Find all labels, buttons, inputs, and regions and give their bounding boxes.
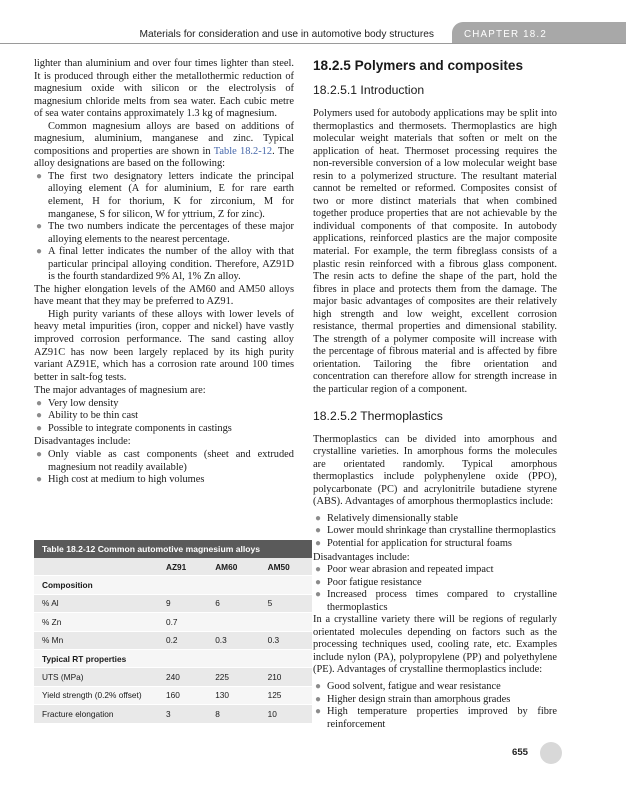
- bullet-icon: ●: [36, 410, 43, 422]
- paragraph: Disadvantages include:: [313, 551, 410, 563]
- table-cell: 10: [260, 705, 312, 723]
- bullet-icon: ●: [36, 246, 43, 258]
- paragraph: Disadvantages include:: [34, 436, 131, 448]
- table-cell: 210: [260, 668, 312, 686]
- subsection-heading: 18.2.5.2 Thermoplastics: [313, 408, 443, 423]
- table-section-label: Composition: [34, 576, 158, 594]
- list-item-text: Possible to integrate components in castings: [48, 422, 232, 434]
- running-title: Materials for consideration and use in automotive body structures: [139, 29, 434, 40]
- paragraph: In a crystalline variety there will be regions of regularly orientated molecules depending on factors such as the processing techniques used, cooling rate, etc. Examples include nylon (PA), polypropylene (PP) and polyethylene (PE). Advantages of crystalline thermoplastics include:: [313, 614, 557, 676]
- bullet-icon: ●: [36, 422, 43, 434]
- amorphous-advantages-list: [313, 513, 557, 551]
- bullet-icon: ●: [315, 680, 322, 692]
- table-row-label: % Mn: [34, 631, 158, 649]
- spacer: [313, 397, 557, 409]
- paragraph: Polymers used for autobody applications may be split into thermoplastics and thermosets. Thermoplastics are high molecular weight materials that soften or melt on the application of heat. Thermoset processing requires the non-reversible conversion of a low molecular weight base resin to a polymerized structure. The resultant material cannot be remelted or reformed. Composites consist of two or more distinct materials that when combined together produce properties that are not achievable by the individual components of that composite. In autobody applications, reinforced plastics are the major composite material. For example, the term fibreglass consists of a plastic resin reinforced with a fibrous glass component. The resin acts to define the shape of the part, hold the fibres in place and protects them from the damage. The major basic advantages of composites are their relatively high strength and low weight, excellent corrosion resistance, thermal properties and dimensional stability. The strength of a polymer composite will increase with the percentage of fibrous material and is affected by fibre orientation. Tailoring the fibre orientation and concentration can therefore allow for strength increase in the particular region of a component.: [313, 108, 557, 396]
- table-reference-link[interactable]: Table 18.2-12: [213, 145, 273, 157]
- table-cell: 225: [207, 668, 259, 686]
- table-row: [34, 705, 312, 723]
- bullet-icon: ●: [36, 474, 43, 486]
- paragraph: High purity variants of these alloys with lower levels of heavy metal impurities (iron, copper and nickel) have vastly improved corrosion performance. The sand casting alloy AZ91C has now been largely replaced by its high purity variant AZ91E, which has a corrosion rate around 100 times better in salt-fog tests.: [34, 308, 294, 383]
- list-item: [34, 171, 294, 221]
- list-item: [34, 246, 294, 284]
- bullet-icon: ●: [36, 397, 43, 409]
- table-cell: 160: [158, 686, 207, 704]
- paragraph-text: Common magnesium alloys are based on additions of magnesium, aluminium, manganese and zinc. Typical compositions and properties are shown in: [34, 120, 294, 157]
- table-row-label: Fracture elongation: [34, 705, 158, 723]
- table-cell: 130: [207, 686, 259, 704]
- list-item-text: High temperature properties improved by fibre reinforcement: [327, 706, 557, 730]
- table-row-label: UTS (MPa): [34, 668, 158, 686]
- header-rule: [0, 43, 626, 44]
- table-cell: [207, 576, 259, 594]
- bullet-icon: ●: [315, 525, 322, 537]
- list-item-text: Increased process times compared to crystalline thermoplastics: [327, 589, 557, 613]
- bullet-icon: ●: [36, 448, 43, 460]
- list-item-text: Good solvent, fatigue and wear resistance: [327, 680, 501, 692]
- table-row-label: % Zn: [34, 613, 158, 631]
- page-header: [0, 0, 626, 44]
- table-header-cell: AZ91: [158, 558, 207, 576]
- table-cell: 0.3: [260, 631, 312, 649]
- list-item-text: High cost at medium to high volumes: [48, 474, 205, 486]
- table-row: [34, 594, 312, 612]
- list-item-text: The two numbers indicate the percentages of these major alloying elements to the nearest percentage.: [48, 221, 294, 245]
- list-item: [34, 423, 294, 436]
- paragraph: lighter than aluminium and over four times lighter than steel. It is produced through either the metallothermic reduction of magnesium oxide with silicon or the electrolysis of magnesium chloride melts from sea water. Each cubic metre of sea water contains approximately 1.3 kg of magnesium.: [34, 58, 294, 120]
- table-cell: 0.3: [207, 631, 259, 649]
- crystalline-advantages-list: [313, 681, 557, 731]
- table-cell: 0.7: [158, 613, 207, 631]
- list-item: [313, 589, 557, 614]
- paragraph-text: . The alloy designations are based on the following:: [34, 145, 294, 170]
- table-row-label: Yield strength (0.2% offset): [34, 686, 158, 704]
- list-item-text: The first two designatory letters indicate the principal alloying element (A for aluminium, E for rare earth element, H for thorium, K for zirconium, M for manganese, S for silicon, W for yttrium, Z for zinc).: [48, 170, 294, 220]
- list-item-text: Very low density: [48, 397, 119, 409]
- bullet-icon: ●: [315, 589, 322, 601]
- bullet-icon: ●: [315, 512, 322, 524]
- table-cell: [260, 576, 312, 594]
- table-row: [34, 668, 312, 686]
- page-number: 655: [512, 747, 529, 758]
- left-column: [34, 58, 294, 487]
- table-row: [34, 631, 312, 649]
- list-item: [34, 410, 294, 423]
- list-item: [313, 513, 557, 526]
- list-item-text: A final letter indicates the number of the alloy with that particular principal alloying condition. Therefore, AZ91D is the fourth standardized 9% Al, 1% Zn alloy.: [48, 246, 294, 283]
- table-cell: 0.2: [158, 631, 207, 649]
- table-cell: [158, 576, 207, 594]
- list-item-text: Poor wear abrasion and repeated impact: [327, 564, 494, 576]
- list-item: [313, 577, 557, 590]
- paragraph: [34, 121, 294, 171]
- table-title: Table 18.2-12 Common automotive magnesium alloys: [34, 540, 312, 558]
- list-item-text: Poor fatigue resistance: [327, 576, 422, 588]
- bullet-icon: ●: [315, 564, 322, 576]
- table-cell: [207, 649, 259, 667]
- list-item: [34, 221, 294, 246]
- table-cell: [158, 649, 207, 667]
- table-row: [34, 686, 312, 704]
- table-cell: 240: [158, 668, 207, 686]
- list-item-text: Ability to be thin cast: [48, 410, 139, 422]
- table-body: [34, 558, 312, 724]
- table-cell: [260, 649, 312, 667]
- table-header-cell: AM50: [260, 558, 312, 576]
- table-cell: 3: [158, 705, 207, 723]
- table-section-row: [34, 649, 312, 667]
- amorphous-disadvantages-list: [313, 564, 557, 614]
- bullet-icon: ●: [315, 706, 322, 718]
- list-item: [313, 564, 557, 577]
- chapter-label: CHAPTER 18.2: [464, 29, 548, 40]
- bullet-icon: ●: [36, 221, 43, 233]
- table-section-label: Typical RT properties: [34, 649, 158, 667]
- table-cell: 125: [260, 686, 312, 704]
- table-cell: [207, 613, 259, 631]
- list-item: [34, 398, 294, 411]
- list-item-text: Potential for application for structural foams: [327, 537, 512, 549]
- list-item: [313, 525, 557, 538]
- table-header-row: [34, 558, 312, 576]
- table-cell: 9: [158, 594, 207, 612]
- table-cell: [260, 613, 312, 631]
- table-cell: 5: [260, 594, 312, 612]
- table-row: [34, 613, 312, 631]
- paragraph: The higher elongation levels of the AM60 and AM50 alloys have meant that they may be preferred to AZ91.: [34, 283, 294, 308]
- table-section-row: [34, 576, 312, 594]
- right-column: [313, 58, 557, 731]
- list-item: [313, 681, 557, 694]
- list-item: [313, 706, 557, 731]
- subsection-heading: 18.2.5.1 Introduction: [313, 83, 425, 97]
- list-item: [34, 449, 294, 474]
- designation-list: [34, 171, 294, 284]
- list-item: [34, 474, 294, 487]
- table-header-cell: AM60: [207, 558, 259, 576]
- disadvantages-list: [34, 449, 294, 487]
- paragraph: Thermoplastics can be divided into amorphous and crystalline varieties. In amorphous forms the molecules are orientated randomly. Typical amorphous thermoplastics include polyphenylene oxide (PPO), polycarbonate (PC) and acrylonitrile butadiene styrene (ABS). Advantages of amorphous thermoplastics include:: [313, 433, 557, 508]
- page-number-tab: [540, 742, 562, 764]
- advantages-list: [34, 398, 294, 436]
- list-item: [313, 694, 557, 707]
- table-header-cell: [34, 558, 158, 576]
- page-footer: [506, 742, 558, 764]
- alloy-table: [34, 540, 312, 724]
- table-cell: 6: [207, 594, 259, 612]
- list-item-text: Higher design strain than amorphous grades: [327, 693, 511, 705]
- bullet-icon: ●: [315, 576, 322, 588]
- section-heading: 18.2.5 Polymers and composites: [313, 58, 524, 73]
- paragraph: The major advantages of magnesium are:: [34, 385, 206, 397]
- table-cell: 8: [207, 705, 259, 723]
- bullet-icon: ●: [36, 170, 43, 182]
- list-item-text: Lower mould shrinkage than crystalline thermoplastics: [327, 525, 556, 537]
- list-item-text: Only viable as cast components (sheet and extruded magnesium not readily available): [48, 448, 294, 473]
- table-row-label: % Al: [34, 594, 158, 612]
- list-item: [313, 538, 557, 551]
- bullet-icon: ●: [315, 693, 322, 705]
- bullet-icon: ●: [315, 537, 322, 549]
- list-item-text: Relatively dimensionally stable: [327, 512, 459, 524]
